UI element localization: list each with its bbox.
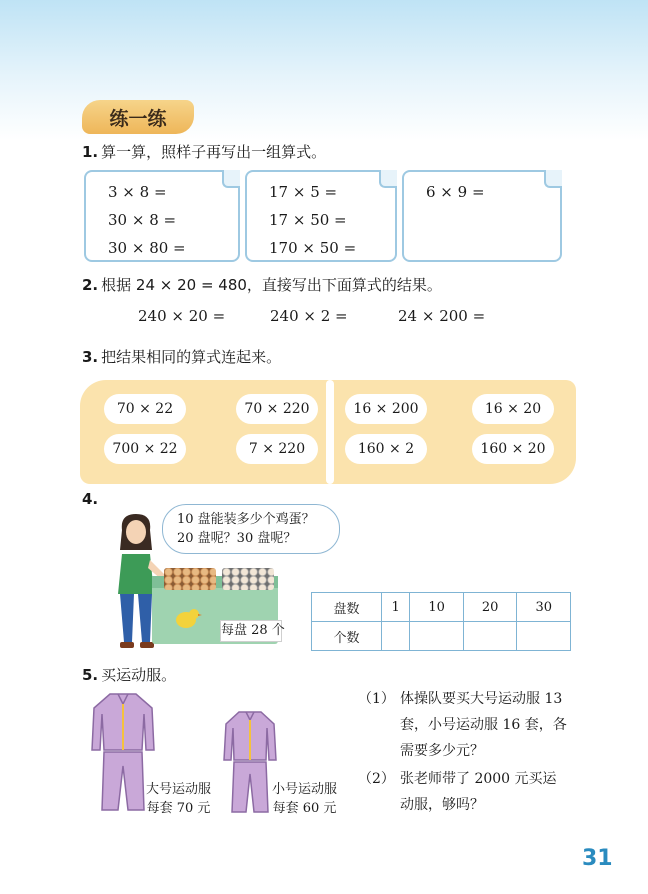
question-5-number: 5. — [82, 666, 99, 684]
egg-tray-empty — [222, 568, 274, 590]
count-input-2[interactable] — [410, 622, 464, 651]
table-row — [312, 622, 571, 651]
sub-question-2-number: （2） — [358, 771, 395, 787]
match-item-bottom-3[interactable]: 160 × 2 — [345, 434, 427, 464]
match-item-bottom-4[interactable]: 160 × 20 — [472, 434, 554, 464]
sub-question-1 — [358, 686, 567, 764]
match-item-top-1[interactable]: 70 × 22 — [104, 394, 186, 424]
bubble-line-1: 10 盘能装多少个鸡蛋？ — [177, 512, 315, 527]
count-input-3[interactable] — [463, 622, 517, 651]
exercise-card-3 — [402, 170, 562, 262]
sub-question-1-line-3: 需要多少元？ — [400, 743, 484, 759]
large-size-info — [146, 780, 211, 818]
question-1 — [82, 141, 326, 162]
eggs-table — [311, 592, 571, 651]
question-3 — [82, 346, 281, 367]
exercise-card-2 — [245, 170, 397, 262]
sub-question-1-number: （1） — [358, 691, 395, 707]
small-size-info — [272, 780, 337, 818]
sub-question-2-line-2: 动服，够吗？ — [400, 797, 484, 813]
speech-bubble — [162, 504, 340, 554]
card-1-line-1: 3 × 8 = — [108, 183, 167, 201]
match-item-top-4[interactable]: 16 × 20 — [472, 394, 554, 424]
match-item-top-3[interactable]: 16 × 200 — [345, 394, 427, 424]
card-2-line-1: 17 × 5 = — [269, 183, 338, 201]
question-2-number: 2. — [82, 276, 99, 294]
sub-question-1-line-1: 体操队要买大号运动服 13 — [400, 691, 563, 707]
row-header-count: 个数 — [312, 622, 382, 651]
card-1-line-3: 30 × 80 = — [108, 239, 186, 257]
q2-expression-3: 24 × 200 = — [398, 307, 486, 325]
sub-question-1-line-2: 套，小号运动服 16 套，各 — [400, 717, 567, 733]
trays-cell-1: 1 — [382, 593, 410, 622]
q2-expression-2: 240 × 2 = — [270, 307, 348, 325]
card-1-line-2: 30 × 8 = — [108, 211, 177, 229]
count-input-4[interactable] — [517, 622, 571, 651]
per-tray-label: 每盘 28 个 — [220, 620, 282, 642]
chick-icon — [172, 606, 202, 630]
bubble-line-2: 20 盘呢？30 盘呢？ — [177, 531, 297, 546]
trays-cell-2: 10 — [410, 593, 464, 622]
small-size-label: 小号运动服 — [272, 782, 338, 797]
large-size-label: 大号运动服 — [146, 782, 212, 797]
row-header-trays: 盘数 — [312, 593, 382, 622]
trays-cell-4: 30 — [517, 593, 571, 622]
question-2-text: 根据 24 × 20 = 480，直接写出下面算式的结果。 — [101, 276, 442, 294]
card-2-line-2: 17 × 50 = — [269, 211, 347, 229]
egg-tray-full — [164, 568, 216, 590]
question-3-number: 3. — [82, 348, 99, 366]
sub-question-2-line-1: 张老师带了 2000 元买运 — [400, 771, 557, 787]
question-1-text: 算一算，照样子再写出一组算式。 — [101, 143, 327, 161]
match-item-bottom-2[interactable]: 7 × 220 — [236, 434, 318, 464]
small-tracksuit-illustration — [222, 708, 278, 816]
question-4-number: 4. — [82, 490, 99, 508]
question-3-text: 把结果相同的算式连起来。 — [101, 348, 282, 366]
card-2-line-3: 170 × 50 = — [269, 239, 357, 257]
trays-cell-3: 20 — [463, 593, 517, 622]
exercise-card-1 — [84, 170, 240, 262]
section-title: 练一练 — [82, 100, 194, 134]
count-input-1[interactable] — [382, 622, 410, 651]
question-2 — [82, 274, 442, 295]
page-number: 31 — [582, 846, 613, 871]
large-size-price: 每套 70 元 — [146, 801, 211, 816]
match-item-bottom-1[interactable]: 700 × 22 — [104, 434, 186, 464]
band-divider — [326, 380, 334, 484]
q2-expression-1: 240 × 20 = — [138, 307, 226, 325]
small-size-price: 每套 60 元 — [272, 801, 337, 816]
question-5-text: 买运动服。 — [101, 666, 177, 684]
question-1-number: 1. — [82, 143, 99, 161]
card-3-line-1: 6 × 9 = — [426, 183, 485, 201]
question-5 — [82, 664, 176, 685]
sub-question-2 — [358, 766, 557, 818]
table-row — [312, 593, 571, 622]
question-4 — [82, 490, 101, 508]
match-item-top-2[interactable]: 70 × 220 — [236, 394, 318, 424]
